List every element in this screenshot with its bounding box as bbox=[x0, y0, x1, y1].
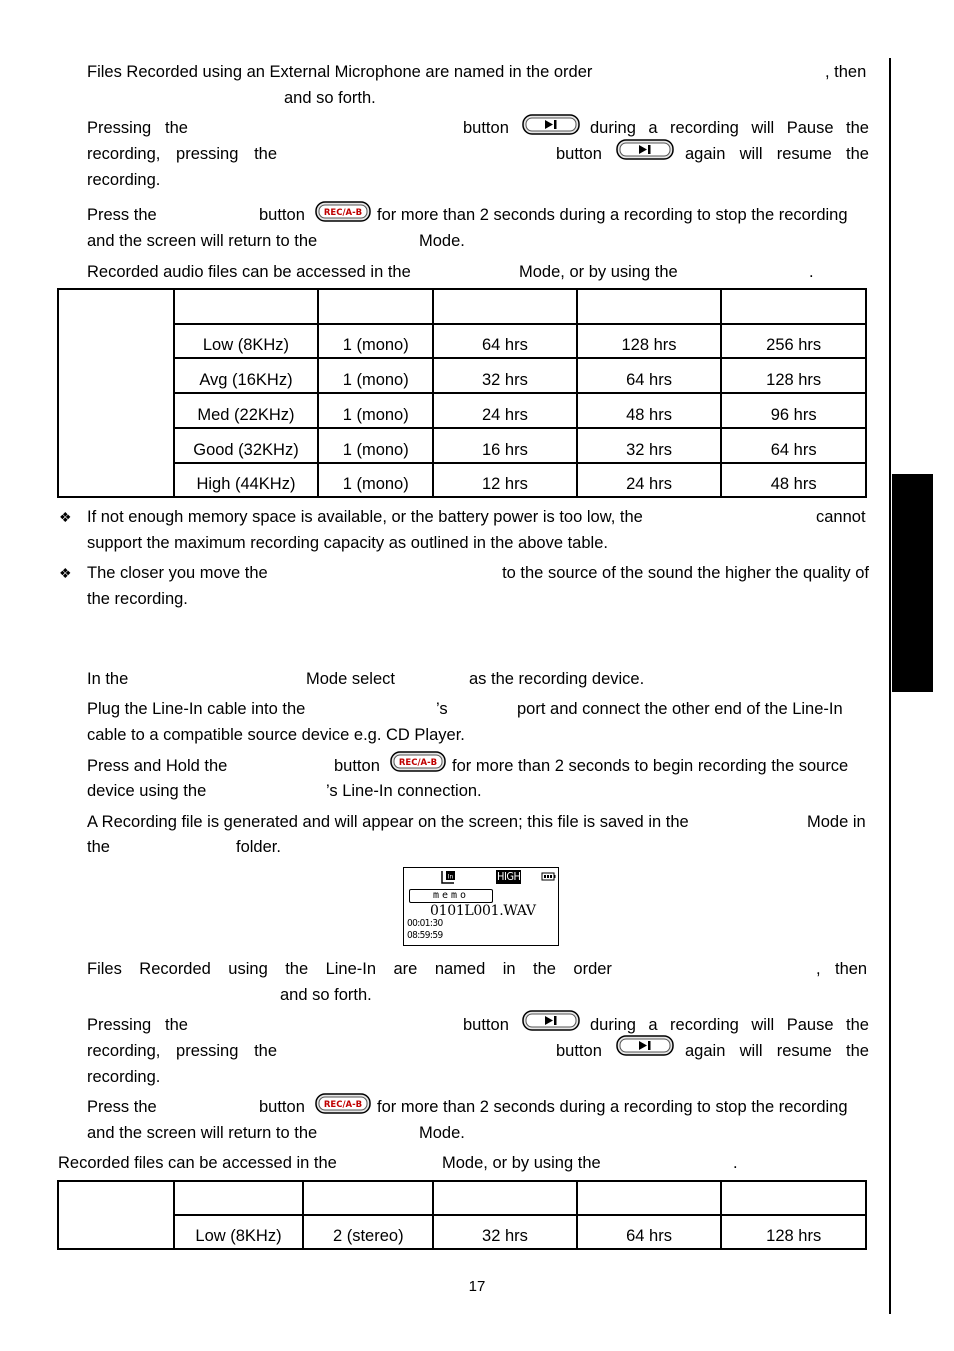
note2-line2: the recording. bbox=[87, 590, 188, 608]
hold-a: Press and Hold the bbox=[87, 757, 228, 775]
file-b: Mode in bbox=[807, 813, 866, 831]
note1-line2: support the maximum recording capacity as outlined in the above table. bbox=[87, 534, 608, 552]
naming2-line1: Files Recorded using the Line-In are named in the order bbox=[87, 960, 612, 978]
play-pause-icon bbox=[616, 139, 674, 161]
naming-text: Files Recorded using an External Microphone are named in the order bbox=[87, 63, 593, 81]
recording-capacity-table-mic bbox=[57, 288, 867, 498]
svg-text:In: In bbox=[447, 873, 454, 881]
stop2-button-word: button bbox=[259, 1098, 305, 1116]
svg-text:REC/A-B: REC/A-B bbox=[398, 758, 438, 768]
margin-rule bbox=[889, 58, 891, 1314]
table-row: High (44KHz) 1 (mono) 12 hrs 24 hrs 48 hrs bbox=[58, 463, 866, 497]
table-row-header-cell bbox=[58, 289, 174, 497]
hold-line2-a: device using the bbox=[87, 782, 207, 800]
naming2-then: then bbox=[835, 960, 868, 978]
hold-c: for more than 2 seconds to begin recording the source bbox=[452, 757, 849, 775]
pause2-button-word: button bbox=[463, 1016, 509, 1034]
plug-c: port and connect the other end of the Line-In bbox=[517, 700, 843, 718]
plug-line2: cable to a compatible source device e.g. CD Player. bbox=[87, 726, 465, 744]
pause2-line3: recording. bbox=[87, 1068, 161, 1086]
pause-pressing: Pressing bbox=[87, 119, 152, 137]
pause2-line1-rest: during a recording will Pause the bbox=[590, 1016, 869, 1034]
pause-the: the bbox=[165, 119, 188, 137]
stop2-line2-a: and the screen will return to the bbox=[87, 1124, 318, 1142]
note2-a: The closer you move the bbox=[87, 564, 268, 582]
stop2-rest: for more than 2 seconds during a recording to stop the recording bbox=[377, 1098, 848, 1116]
pause2-the: the bbox=[165, 1016, 188, 1034]
pause2-line2-rest: again will resume the bbox=[685, 1042, 869, 1060]
battery-icon bbox=[541, 872, 556, 881]
select-a: In the bbox=[87, 670, 129, 688]
stop-line2-a: and the screen will return to the bbox=[87, 232, 318, 250]
lcd-elapsed-time: 00:01:30 bbox=[407, 918, 443, 929]
naming-text-line2: and so forth. bbox=[284, 89, 376, 107]
access-c: . bbox=[809, 263, 814, 281]
pause2-line2-start: recording, pressing the bbox=[87, 1042, 277, 1060]
stop-press-the: Press the bbox=[87, 206, 157, 224]
pause-button-word-2: button bbox=[556, 145, 602, 163]
plug-b: ’s bbox=[436, 700, 448, 718]
diamond-bullet-icon: ❖ bbox=[59, 565, 72, 581]
table-row: Low (8KHz) 1 (mono) 64 hrs 128 hrs 256 hrs bbox=[58, 324, 866, 358]
hold-b: button bbox=[334, 757, 380, 775]
rec-ab-icon bbox=[315, 1093, 371, 1115]
select-c: as the recording device. bbox=[469, 670, 645, 688]
naming-text-end: , then bbox=[825, 63, 867, 81]
stop-rest: for more than 2 seconds during a recording to stop the recording bbox=[377, 206, 848, 224]
rec-ab-icon bbox=[390, 751, 446, 773]
lcd-screen bbox=[403, 867, 559, 946]
stop-button-word: button bbox=[259, 206, 305, 224]
svg-text:REC/A-B: REC/A-B bbox=[323, 208, 363, 218]
play-pause-icon bbox=[616, 1035, 674, 1057]
naming2-comma: , bbox=[816, 960, 821, 978]
table-row: Low (8KHz) 2 (stereo) 32 hrs 64 hrs 128 hrs bbox=[58, 1215, 866, 1249]
svg-text:REC/A-B: REC/A-B bbox=[323, 1100, 363, 1110]
memo-label: memo bbox=[409, 889, 493, 903]
note1-b: cannot bbox=[816, 508, 866, 526]
stop2-line2-b: Mode. bbox=[419, 1124, 465, 1142]
table-row: Good (32KHz) 1 (mono) 16 hrs 32 hrs 64 hrs bbox=[58, 428, 866, 463]
access2-c: . bbox=[733, 1154, 738, 1172]
table-header-row bbox=[58, 1181, 866, 1215]
lcd-remaining-time: 08:59:59 bbox=[407, 930, 443, 941]
play-pause-icon bbox=[522, 114, 580, 136]
plug-a: Plug the Line-In cable into the bbox=[87, 700, 306, 718]
access-b: Mode, or by using the bbox=[519, 263, 678, 281]
rec-ab-icon bbox=[315, 201, 371, 223]
line-in-source-icon bbox=[440, 870, 456, 885]
page-number: 17 bbox=[468, 1278, 486, 1295]
pause-line3: recording. bbox=[87, 171, 161, 189]
file-line2-b: folder. bbox=[236, 838, 281, 856]
access2-b: Mode, or by using the bbox=[442, 1154, 601, 1172]
naming2-line2: and so forth. bbox=[280, 986, 372, 1004]
note2-b: to the source of the sound the higher the quality of bbox=[502, 564, 869, 582]
file-line2-a: the bbox=[87, 838, 110, 856]
pause2-button-word-2: button bbox=[556, 1042, 602, 1060]
lcd-filename: 0101L001.WAV bbox=[430, 903, 536, 919]
file-a: A Recording file is generated and will appear on the screen; this file is saved in the bbox=[87, 813, 689, 831]
note1-a: If not enough memory space is available, or the battery power is too low, the bbox=[87, 508, 643, 526]
table-row-header-cell bbox=[58, 1181, 174, 1249]
pause-line2-start: recording, pressing the bbox=[87, 145, 277, 163]
pause2-pressing: Pressing bbox=[87, 1016, 152, 1034]
play-pause-icon bbox=[522, 1010, 580, 1032]
pause-line2-rest: again will resume the bbox=[685, 145, 869, 163]
select-b: Mode select bbox=[306, 670, 395, 688]
quality-badge: HIGH bbox=[497, 870, 521, 883]
table-row: Avg (16KHz) 1 (mono) 32 hrs 64 hrs 128 hrs bbox=[58, 358, 866, 393]
diamond-bullet-icon: ❖ bbox=[59, 509, 72, 525]
pause-button-word: button bbox=[463, 119, 509, 137]
hold-line2-b: ’s Line-In connection. bbox=[326, 782, 482, 800]
pause-line1-rest: during a recording will Pause the bbox=[590, 119, 869, 137]
recording-capacity-table-line-in bbox=[57, 1180, 867, 1250]
access2-a: Recorded files can be accessed in the bbox=[58, 1154, 337, 1172]
section-tab bbox=[892, 474, 933, 692]
table-row: Med (22KHz) 1 (mono) 24 hrs 48 hrs 96 hrs bbox=[58, 393, 866, 428]
stop-line2-b: Mode. bbox=[419, 232, 465, 250]
table-header-row bbox=[58, 289, 866, 324]
access-a: Recorded audio files can be accessed in the bbox=[87, 263, 411, 281]
stop2-press-the: Press the bbox=[87, 1098, 157, 1116]
